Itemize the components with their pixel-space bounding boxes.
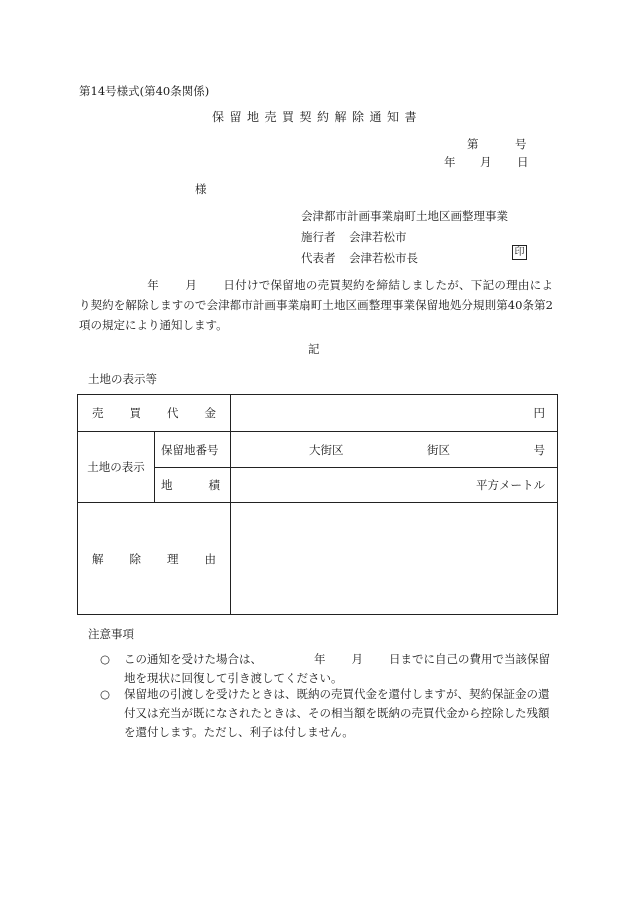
price-label-char: 買 <box>129 406 141 420</box>
document-title: 保留地売買契約解除通知書 <box>211 110 422 124</box>
issuer-block <box>301 206 508 269</box>
note-bullet: ○ <box>100 687 111 701</box>
price-value-cell[interactable] <box>231 395 558 432</box>
representative-label: 代表者 <box>301 251 336 265</box>
reason-label-char: 除 <box>129 551 141 566</box>
note-month: 月 <box>351 652 363 666</box>
addressee: 様 <box>195 182 207 196</box>
price-label-char: 金 <box>204 406 216 420</box>
executor-name: 会津若松市 <box>349 230 407 244</box>
note-post: 日までに自己の費用で当該保留地を現状に回復して引き渡してください。 <box>124 652 550 685</box>
land-table <box>77 394 558 615</box>
note-item <box>100 650 555 688</box>
area-value-cell[interactable] <box>231 468 558 503</box>
area-label-char: 積 <box>208 478 220 492</box>
issue-date-day: 日 <box>517 155 529 169</box>
reason-label-char: 解 <box>92 551 104 566</box>
notice-body <box>79 275 553 335</box>
price-label-char: 売 <box>92 406 104 420</box>
body-date-month: 月 <box>185 278 198 292</box>
table-row <box>78 503 558 615</box>
issuer-executor <box>301 227 508 248</box>
table-row <box>78 395 558 432</box>
parcel-label-cell <box>155 432 231 468</box>
note-text <box>124 650 555 688</box>
note-bullet: ○ <box>100 652 111 666</box>
parcel-block: 街区 <box>427 442 450 457</box>
price-label-char: 代 <box>167 406 179 420</box>
area-label-cell <box>155 468 231 503</box>
land-section-label: 土地の表示等 <box>88 372 157 386</box>
ki-heading: 記 <box>308 342 320 356</box>
representative-name: 会津若松市長 <box>349 251 418 265</box>
area-label-char: 地 <box>161 478 173 492</box>
issue-number-suffix: 号 <box>515 137 527 151</box>
note-year: 年 <box>314 652 326 666</box>
note-item <box>100 685 555 742</box>
land-label: 土地の表示 <box>87 460 145 474</box>
body-date-year: 年 <box>147 278 160 292</box>
reason-value-cell[interactable] <box>231 503 558 615</box>
note-pre: この通知を受けた場合は、 <box>124 652 262 666</box>
notes-label: 注意事項 <box>88 627 134 641</box>
issuer-representative <box>301 248 508 269</box>
issue-number-prefix: 第 <box>467 137 479 151</box>
parcel-value-cell[interactable] <box>231 432 558 468</box>
parcel-label: 保留地番号 <box>161 442 219 457</box>
land-label-cell <box>78 432 155 503</box>
issuer-project-name: 会津都市計画事業扇町土地区画整理事業 <box>301 209 508 223</box>
issue-date-year: 年 <box>444 155 456 169</box>
parcel-major-block: 大街区 <box>309 442 344 457</box>
note-text: 保留地の引渡しを受けたときは、既納の売買代金を還付しますが、契約保証金の還付又は充当が既になされたときは、その相当額を既納の売買代金から控除した残額を還付します。ただし、利子は付しません。 <box>124 687 550 739</box>
seal-mark: 印 <box>512 245 527 260</box>
body-text: 日付けで保留地の売買契約を締結しましたが、下記の理由により契約を解除しますので会津都市計画事業扇町土地区画整理事業保留地処分規則第40条第2項の規定により通知します。 <box>79 278 553 332</box>
reason-label-char: 理 <box>167 551 179 566</box>
reason-label-char: 由 <box>204 551 216 566</box>
price-label-cell <box>78 395 231 432</box>
issuer-project <box>301 206 508 227</box>
issue-date-month: 月 <box>480 155 492 169</box>
reason-label-cell <box>78 503 231 615</box>
executor-label: 施行者 <box>301 230 336 244</box>
parcel-number: 号 <box>533 442 545 457</box>
area-unit: 平方メートル <box>476 478 545 492</box>
price-unit: 円 <box>533 406 545 420</box>
table-row <box>78 432 558 468</box>
form-number: 第14号様式(第40条関係) <box>79 84 210 98</box>
